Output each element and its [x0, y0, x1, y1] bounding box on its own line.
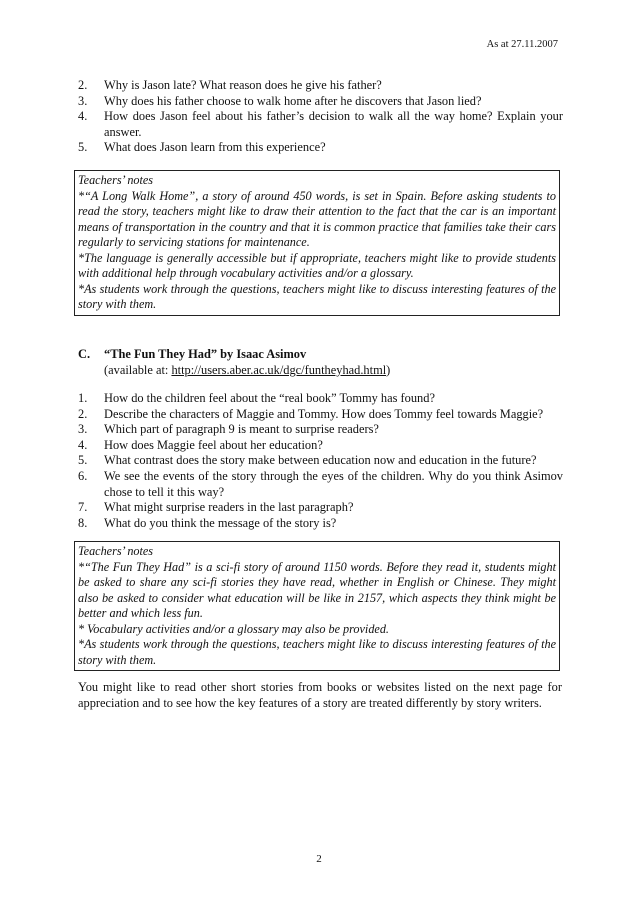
section-title-text: “The Fun They Had” by Isaac Asimov — [104, 347, 307, 361]
question-text: What does Jason learn from this experience? — [104, 140, 326, 155]
question-text: Describe the characters of Maggie and Tommy. How does Tommy feel towards Maggie? — [104, 406, 544, 421]
list-item — [78, 78, 563, 94]
question-text: How does Maggie feel about her education? — [104, 437, 323, 452]
notes-paragraph: *As students work through the questions, teachers might like to discuss interesting features of the story with them. — [78, 637, 556, 667]
question-number: 4. — [78, 109, 88, 124]
notes-paragraph: *The language is generally accessible but if appropriate, teachers might like to provide students with additional help through vocabulary activities and/or a glossary. — [78, 250, 556, 280]
question-text: Why does his father choose to walk home after he discovers that Jason lied? — [104, 93, 482, 108]
question-number: 3. — [78, 422, 88, 437]
list-item — [78, 140, 563, 156]
list-item — [78, 469, 563, 500]
question-text: How do the children feel about the “real book” Tommy has found? — [104, 391, 435, 405]
notes-heading: Teachers’ notes — [78, 173, 154, 187]
notes-heading: Teachers’ notes — [78, 544, 154, 558]
notes-paragraph: *As students work through the questions, teachers might like to discuss interesting features of the story with them. — [78, 281, 556, 311]
list-item — [78, 516, 563, 532]
question-text: What might surprise readers in the last paragraph? — [104, 500, 354, 515]
question-text: What contrast does the story make between education now and education in the future? — [104, 453, 537, 468]
question-number: 7. — [78, 500, 88, 515]
section-letter: C. — [78, 347, 91, 361]
question-number: 5. — [78, 453, 88, 468]
section-c-title — [78, 347, 306, 363]
story-link[interactable]: http://users.aber.ac.uk/dgc/funtheyhad.html — [171, 363, 387, 377]
list-item — [78, 391, 563, 407]
header-date: As at 27.11.2007 — [486, 39, 558, 50]
list-item — [78, 109, 563, 140]
list-item — [78, 422, 563, 438]
list-item — [78, 407, 563, 423]
notes-paragraph: *“A Long Walk Home”, a story of around 450 words, is set in Spain. Before asking students to read the story, teachers might like to draw their attention to the fact that the car is an important means of transportation in the country and that it is common practice that families take their cars regularly to servicing stations for maintenance. — [78, 188, 556, 249]
question-number: 2. — [78, 78, 88, 92]
question-number: 3. — [78, 93, 88, 108]
availability-suffix: ) — [386, 363, 391, 377]
list-item — [78, 500, 563, 516]
list-item — [78, 438, 563, 454]
teachers-notes-box-b — [74, 170, 560, 316]
question-text: How does Jason feel about his father’s decision to walk all the way home? Explain your answer. — [104, 109, 563, 139]
question-text: We see the events of the story through the eyes of the children. Why do you think Asimov chose to tell it this way? — [104, 468, 563, 499]
question-number: 8. — [78, 515, 88, 530]
question-number: 2. — [78, 406, 88, 421]
question-text: Which part of paragraph 9 is meant to surprise readers? — [104, 422, 379, 437]
notes-paragraph: * Vocabulary activities and/or a glossary may also be provided. — [78, 621, 389, 636]
availability-line — [104, 363, 390, 379]
closing-paragraph: You might like to read other short stories from books or websites listed on the next page for appreciation and to see how the key features of a story are treated differently by story writers. — [78, 680, 562, 710]
question-number: 4. — [78, 437, 88, 452]
teachers-notes-box-c — [74, 541, 560, 671]
list-item — [78, 453, 563, 469]
question-number: 1. — [78, 391, 88, 405]
question-text: What do you think the message of the story is? — [104, 515, 337, 530]
list-item — [78, 94, 563, 110]
question-number: 6. — [78, 468, 88, 483]
question-number: 5. — [78, 140, 88, 155]
availability-prefix: (available at: — [104, 363, 172, 377]
question-list-c — [78, 391, 563, 531]
notes-paragraph: *“The Fun They Had” is a sci-fi story of around 1150 words. Before they read it, students might be asked to share any sci-fi stories they have read, whether in English or Chinese. They might also be asked to consider what education will be like in 2157, which aspects they think might be better and which less fun. — [78, 559, 556, 620]
question-list-b — [78, 78, 563, 156]
question-text: Why is Jason late? What reason does he give his father? — [104, 78, 382, 92]
page-number: 2 — [316, 853, 322, 865]
